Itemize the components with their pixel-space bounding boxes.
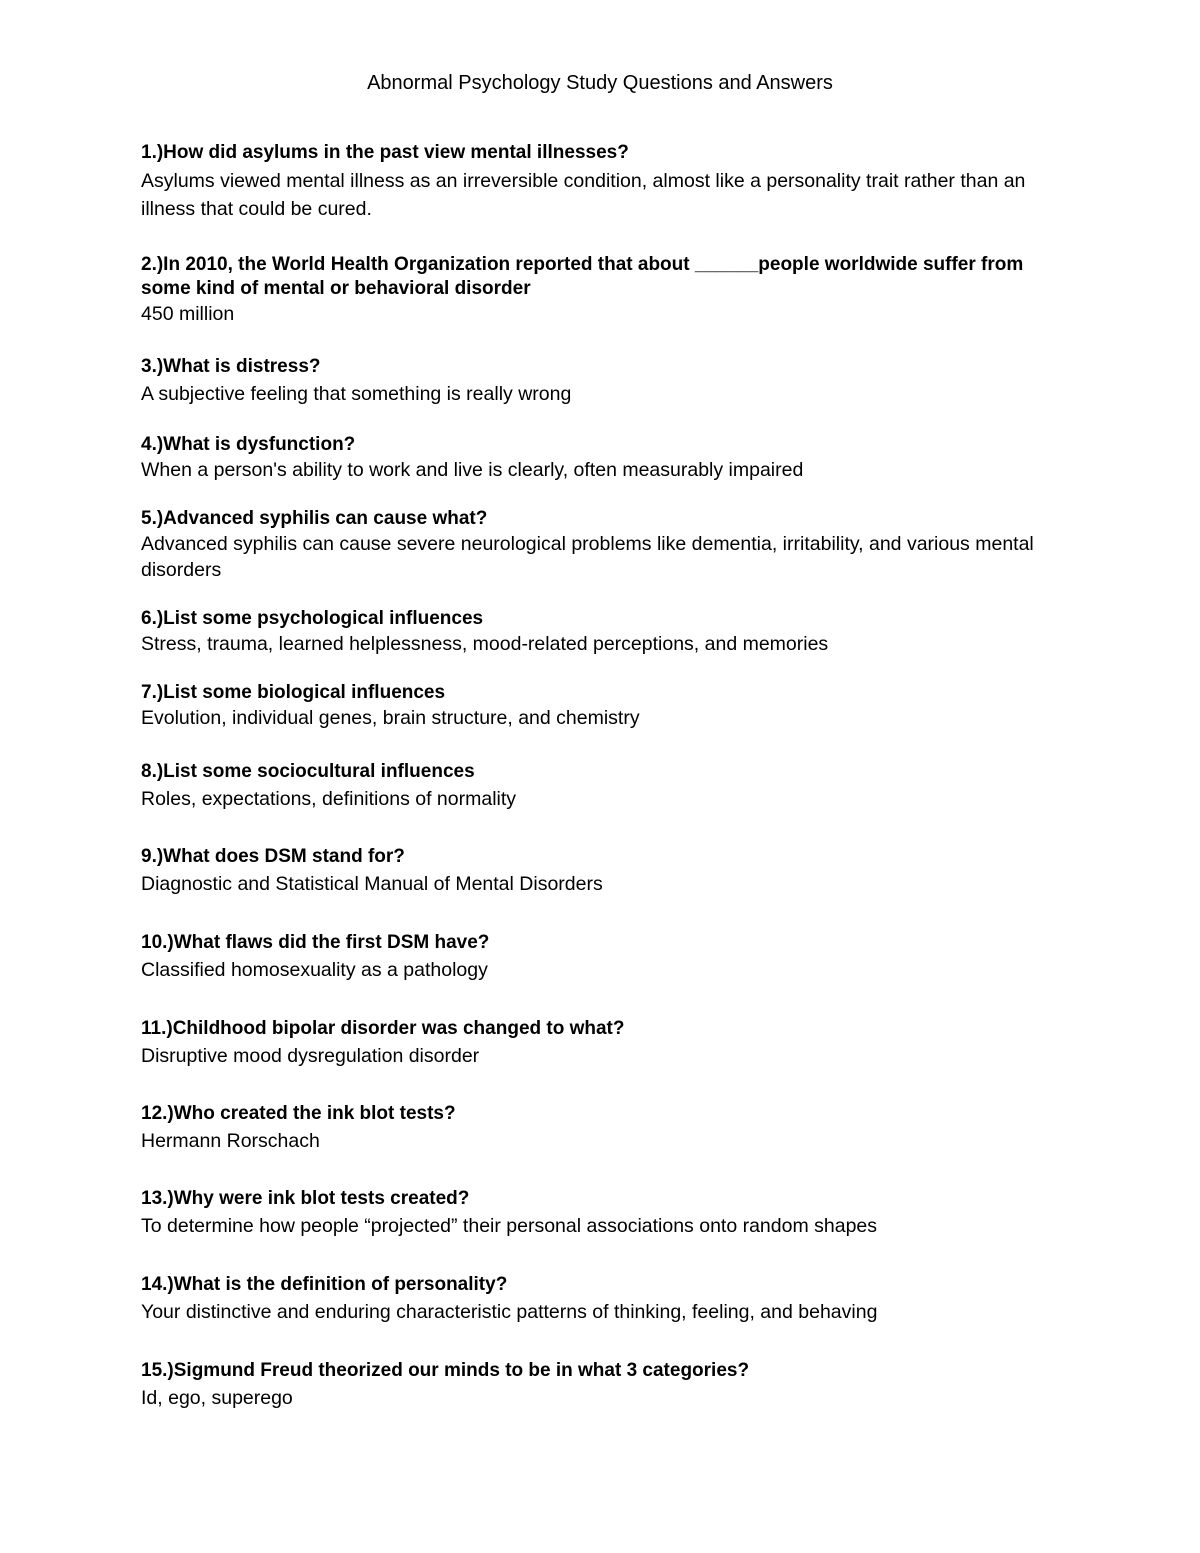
question-13: 13.)Why were ink blot tests created? [141, 1188, 470, 1209]
qa-item-14 [141, 1273, 1076, 1325]
qa-item-1 [141, 141, 1076, 223]
question-3: 3.)What is distress? [141, 356, 321, 377]
qa-item-8 [141, 760, 1076, 812]
qa-item-7 [141, 681, 1076, 731]
qa-item-12 [141, 1102, 1076, 1154]
answer-11: Disruptive mood dysregulation disorder [141, 1045, 480, 1067]
answer-15: Id, ego, superego [141, 1387, 293, 1409]
document-title: Abnormal Psychology Study Questions and Answers [367, 72, 833, 94]
qa-item-2 [141, 253, 1076, 327]
answer-9: Diagnostic and Statistical Manual of Mental Disorders [141, 873, 603, 895]
answer-4: When a person's ability to work and live is clearly, often measurably impaired [141, 459, 804, 481]
qa-item-11 [141, 1017, 1076, 1069]
question-8: 8.)List some sociocultural influences [141, 761, 475, 782]
answer-12: Hermann Rorschach [141, 1130, 320, 1152]
qa-item-6 [141, 607, 1076, 657]
question-12: 12.)Who created the ink blot tests? [141, 1103, 456, 1124]
question-6: 6.)List some psychological influences [141, 608, 484, 629]
qa-item-3 [141, 355, 1076, 407]
answer-10: Classified homosexuality as a pathology [141, 959, 488, 981]
answer-3: A subjective feeling that something is really wrong [141, 383, 572, 405]
answer-14: Your distinctive and enduring characteristic patterns of thinking, feeling, and behaving [141, 1301, 878, 1323]
question-7: 7.)List some biological influences [141, 682, 446, 703]
answer-8: Roles, expectations, definitions of normality [141, 788, 517, 810]
qa-item-9 [141, 845, 1076, 897]
question-5: 5.)Advanced syphilis can cause what? [141, 508, 488, 529]
qa-item-15 [141, 1359, 1076, 1411]
question-2: 2.)In 2010, the World Health Organization reported that about ______people worldwide suffer from some kind of mental or behavioral disorder [141, 254, 1024, 299]
question-15: 15.)Sigmund Freud theorized our minds to be in what 3 categories? [141, 1360, 750, 1381]
qa-item-4 [141, 433, 1076, 483]
answer-13: To determine how people “projected” their personal associations onto random shapes [141, 1215, 878, 1237]
qa-item-13 [141, 1187, 1076, 1239]
question-1: 1.)How did asylums in the past view mental illnesses? [141, 142, 629, 163]
answer-5: Advanced syphilis can cause severe neurological problems like dementia, irritability, and various mental disorders [141, 533, 1034, 581]
question-11: 11.)Childhood bipolar disorder was changed to what? [141, 1018, 625, 1039]
answer-2: 450 million [141, 303, 235, 325]
answer-1: Asylums viewed mental illness as an irreversible condition, almost like a personality trait rather than an illness that could be cured. [141, 170, 1026, 220]
answer-6: Stress, trauma, learned helplessness, mood-related perceptions, and memories [141, 633, 829, 655]
qa-item-5 [141, 507, 1076, 583]
question-4: 4.)What is dysfunction? [141, 434, 356, 455]
qa-item-10 [141, 931, 1076, 983]
question-10: 10.)What flaws did the first DSM have? [141, 932, 490, 953]
question-14: 14.)What is the definition of personality? [141, 1274, 508, 1295]
question-9: 9.)What does DSM stand for? [141, 846, 405, 867]
answer-7: Evolution, individual genes, brain structure, and chemistry [141, 707, 640, 729]
